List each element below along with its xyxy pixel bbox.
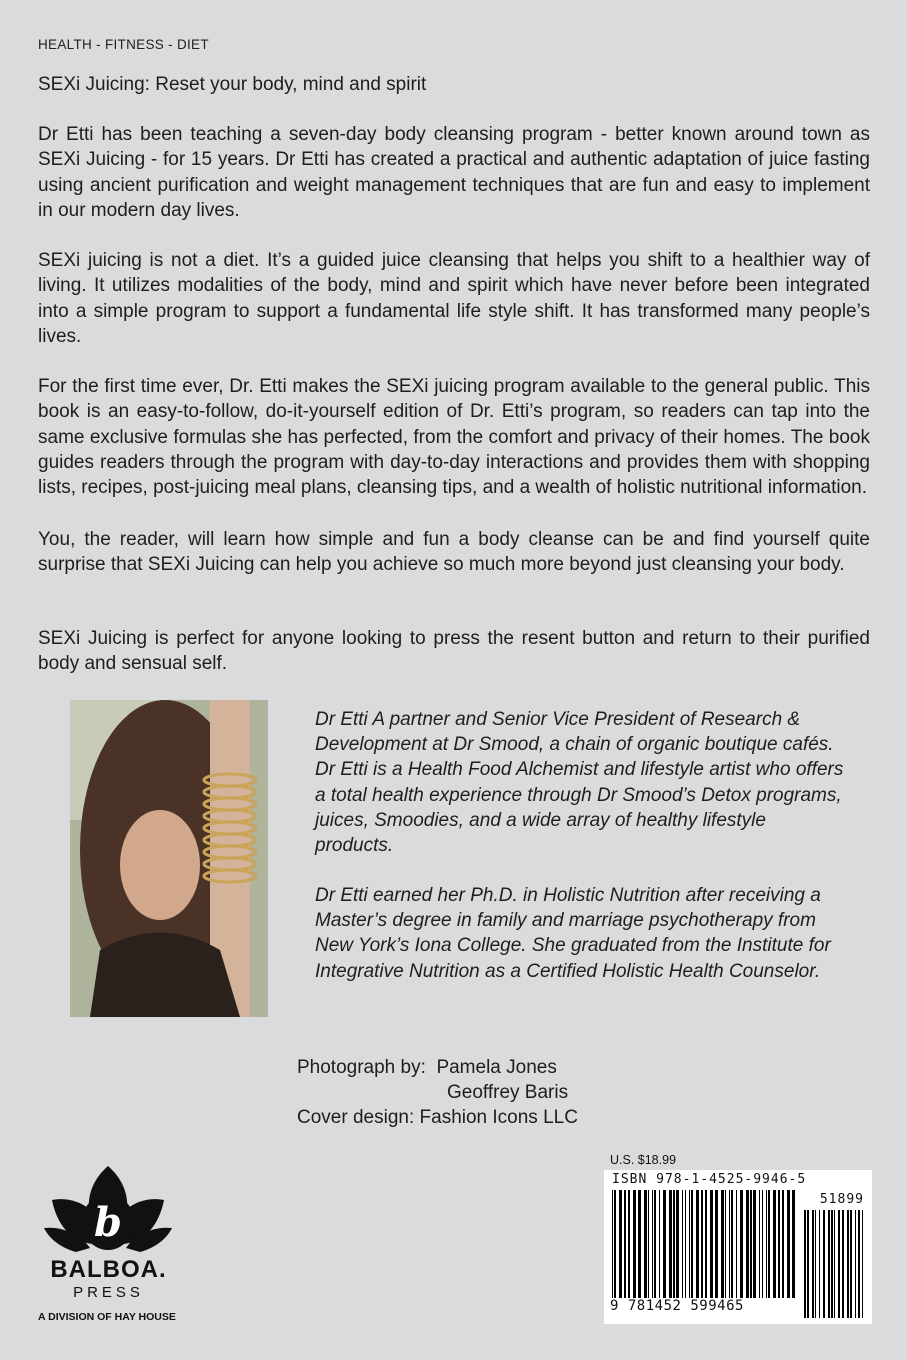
author-photo	[70, 700, 268, 1017]
description-paragraph: Dr Etti has been teaching a seven-day body cleansing program - better known around town as SEXi Juicing - for 15 years. Dr Etti has created a practical and authentic adaptation of juice fasting using ancient purification and weight management techniques that are fun and easy to implement in our modern day lives.	[38, 124, 870, 221]
author-bio: Dr Etti A partner and Senior Vice President of Research & Development at Dr Smood, a chain of organic boutique cafés. Dr Etti is a Health Food Alchemist and lifestyle artist who offers a total health experience through Dr Smood’s Detox programs, juices, Smoodies, and a wide array of healthy lifestyle products.	[315, 709, 844, 857]
isbn-barcode	[604, 1170, 872, 1324]
description-paragraph: You, the reader, will learn how simple and fun a body cleanse can be and find yourself quite surprise that SEXi Juicing can help you achieve so much more beyond just cleansing your body.	[38, 529, 870, 576]
photo-credit-label: Photograph by:	[297, 1057, 426, 1078]
publisher-logo	[36, 1160, 196, 1330]
description-paragraph: SEXi juicing is not a diet. It’s a guided juice cleansing that helps you shift to a healthier way of living. It utilizes modalities of the body, mind and spirit which have never before been integrated into a simple program to support a fundamental life style shift. It has transformed many people’s lives.	[38, 250, 870, 347]
designer-name: Fashion Icons LLC	[419, 1107, 578, 1128]
category-label: HEALTH - FITNESS - DIET	[38, 37, 209, 52]
author-bio: Dr Etti earned her Ph.D. in Holistic Nutrition after receiving a Master’s degree in family and marriage psychotherapy from New York’s Iona College. She graduated from the Institute for Integrative Nutrition as a Certified Holistic Health Counselor.	[315, 885, 831, 982]
design-credit-label: Cover design:	[297, 1107, 415, 1128]
isbn-number: ISBN 978-1-4525-9946-5	[612, 1172, 807, 1187]
lotus-icon	[36, 1160, 181, 1256]
price-label: U.S. $18.99	[610, 1153, 677, 1167]
price-addon-number: 51899	[819, 1192, 864, 1207]
logo-letter: b	[94, 1199, 122, 1246]
photographer-name: Pamela Jones	[436, 1057, 557, 1078]
publisher-name: BALBOA.	[50, 1256, 167, 1283]
description-paragraph: For the first time ever, Dr. Etti makes the SEXi juicing program available to the general public. This book is an easy-to-follow, do-it-yourself edition of Dr. Etti’s program, so readers can tap into the same exclusive formulas she has perfected, from the comfort and privacy of their homes. The book guides readers through the program with day-to-day interactions and provides them with shopping lists, recipes, post-juicing meal plans, cleansing tips, and a wealth of holistic nutritional information.	[38, 376, 870, 499]
ean-number: 9 781452 599465	[610, 1298, 744, 1314]
photographer-name: Geoffrey Baris	[447, 1082, 569, 1103]
book-headline: SEXi Juicing: Reset your body, mind and spirit	[38, 74, 427, 95]
publisher-sub: PRESS	[73, 1284, 144, 1301]
publisher-division: A DIVISION OF HAY HOUSE	[38, 1311, 176, 1323]
description-paragraph: SEXi Juicing is perfect for anyone looking to press the resent button and return to their purified body and sensual self.	[38, 628, 870, 675]
credits	[297, 1055, 578, 1130]
